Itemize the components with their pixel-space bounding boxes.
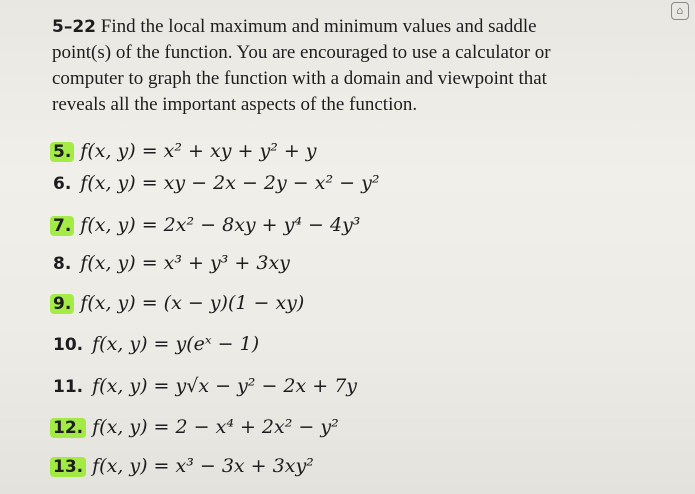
exercise-formula: f(x, y) = (x − y)(1 − xy) xyxy=(80,292,305,314)
instruction-line-1: Find the local maximum and minimum values and saddle xyxy=(100,16,537,37)
exercise-number: 7. xyxy=(50,216,74,236)
instruction-line-3: computer to graph the function with a domain and viewpoint that xyxy=(52,68,547,89)
exercise-number: 12. xyxy=(50,418,86,438)
exercise-number: 9. xyxy=(50,294,74,314)
exercise-number: 10. xyxy=(53,335,84,355)
exercise-number: 5. xyxy=(50,142,74,162)
exercise-13 xyxy=(50,455,314,477)
exercise-formula: f(x, y) = xy − 2x − 2y − x² − y² xyxy=(80,172,380,194)
page-corner-icon: ⌂ xyxy=(671,2,689,20)
exercise-formula: f(x, y) = 2x² − 8xy + y⁴ − 4y³ xyxy=(80,214,361,236)
problem-range-number: 5–22 xyxy=(52,17,96,37)
exercise-number: 8. xyxy=(53,254,72,274)
exercise-number: 11. xyxy=(53,377,84,397)
exercise-formula: f(x, y) = y√x − y² − 2x + 7y xyxy=(92,375,358,397)
exercise-formula: f(x, y) = x² + xy + y² + y xyxy=(80,140,317,162)
exercise-7 xyxy=(50,214,360,236)
exercise-11 xyxy=(50,375,357,397)
exercise-10 xyxy=(50,333,259,355)
exercise-6 xyxy=(50,172,379,194)
exercise-formula: f(x, y) = 2 − x⁴ + 2x² − y² xyxy=(92,416,339,438)
exercise-8 xyxy=(50,252,290,274)
exercise-5 xyxy=(50,140,317,162)
exercise-number: 13. xyxy=(50,457,86,477)
instruction-line-4: reveals all the important aspects of the function. xyxy=(52,94,418,115)
exercise-formula: f(x, y) = x³ − 3x + 3xy² xyxy=(92,455,314,477)
exercise-formula: f(x, y) = y(eˣ − 1) xyxy=(92,333,260,355)
exercise-12 xyxy=(50,416,339,438)
problem-statement xyxy=(52,14,662,118)
instruction-line-2: point(s) of the function. You are encouraged to use a calculator or xyxy=(52,42,551,63)
exercise-9 xyxy=(50,292,304,314)
exercise-formula: f(x, y) = x³ + y³ + 3xy xyxy=(80,252,290,274)
exercise-number: 6. xyxy=(53,174,72,194)
